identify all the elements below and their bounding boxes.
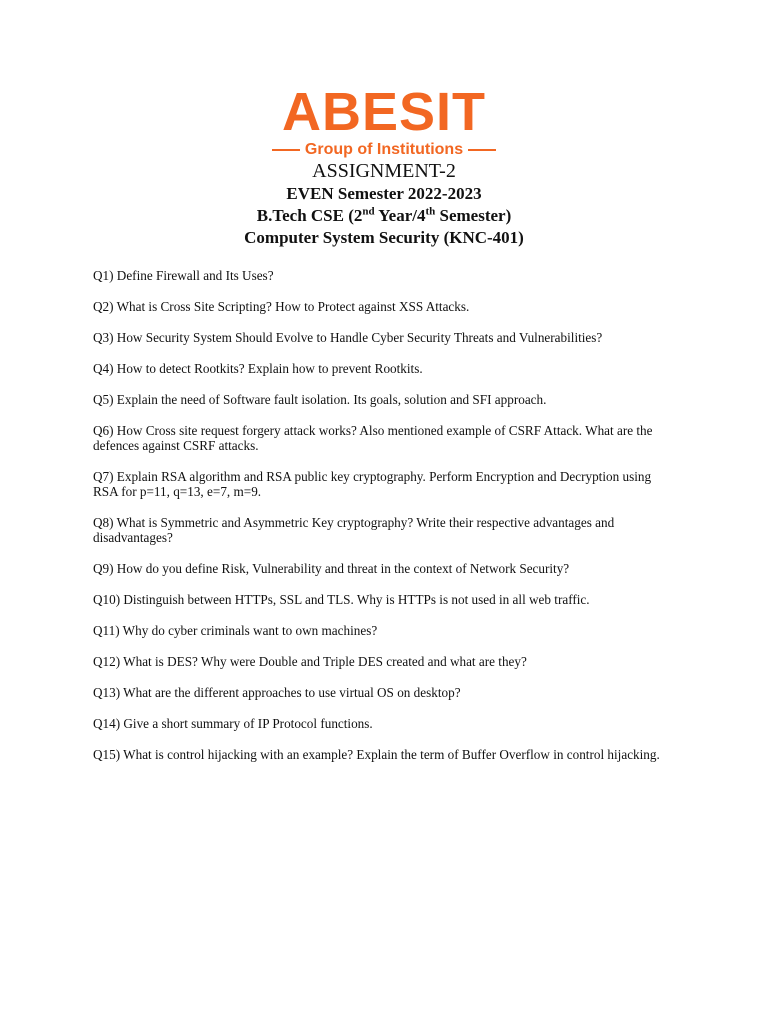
assignment-title: ASSIGNMENT-2 (312, 160, 456, 182)
course-mid: Year/4 (374, 206, 426, 225)
logo-tagline: Group of Institutions (304, 141, 464, 158)
question-item: Q3) How Security System Should Evolve to Handle Cyber Security Threats and Vulnerabilities? (93, 330, 603, 345)
question-item: Q10) Distinguish between HTTPs, SSL and TLS. Why is HTTPs is not used in all web traffic. (93, 592, 590, 607)
subject-heading: Computer System Security (KNC-401) (244, 228, 524, 247)
logo-tagline-row (270, 140, 498, 160)
course-prefix: B.Tech CSE (2 (256, 206, 363, 225)
question-item: Q14) Give a short summary of IP Protocol functions. (93, 716, 373, 731)
question-item: Q15) What is control hijacking with an example? Explain the term of Buffer Overflow in control hijacking. (93, 747, 660, 762)
course-heading (0, 206, 768, 226)
question-item: Q4) How to detect Rootkits? Explain how to prevent Rootkits. (93, 361, 423, 376)
logo-wordmark: ABESIT (281, 82, 487, 142)
question-item: Q11) Why do cyber criminals want to own machines? (93, 623, 378, 638)
question-item: Q7) Explain RSA algorithm and RSA public key cryptography. Perform Encryption and Decryption using RSA for p=11, q=13, e=7, m=9. (93, 469, 652, 499)
question-list (93, 268, 673, 778)
abesit-logo (270, 82, 498, 160)
course-sup-nd: nd (362, 205, 375, 218)
question-item: Q8) What is Symmetric and Asymmetric Key cryptography? Write their respective advantages and disadvantages? (93, 515, 615, 545)
course-sup-th: th (425, 205, 436, 218)
question-item: Q12) What is DES? Why were Double and Triple DES created and what are they? (93, 654, 527, 669)
question-item: Q6) How Cross site request forgery attack works? Also mentioned example of CSRF Attack. What are the defences against CSRF attacks. (93, 423, 653, 453)
semester-heading: EVEN Semester 2022-2023 (286, 184, 482, 203)
question-item: Q1) Define Firewall and Its Uses? (93, 268, 274, 283)
logo-right-rule (468, 149, 496, 151)
logo-left-rule (272, 149, 300, 151)
course-suffix: Semester) (435, 206, 512, 225)
question-item: Q2) What is Cross Site Scripting? How to Protect against XSS Attacks. (93, 299, 470, 314)
question-item: Q5) Explain the need of Software fault isolation. Its goals, solution and SFI approach. (93, 392, 547, 407)
question-item: Q9) How do you define Risk, Vulnerability and threat in the context of Network Security? (93, 561, 570, 576)
question-item: Q13) What are the different approaches to use virtual OS on desktop? (93, 685, 461, 700)
